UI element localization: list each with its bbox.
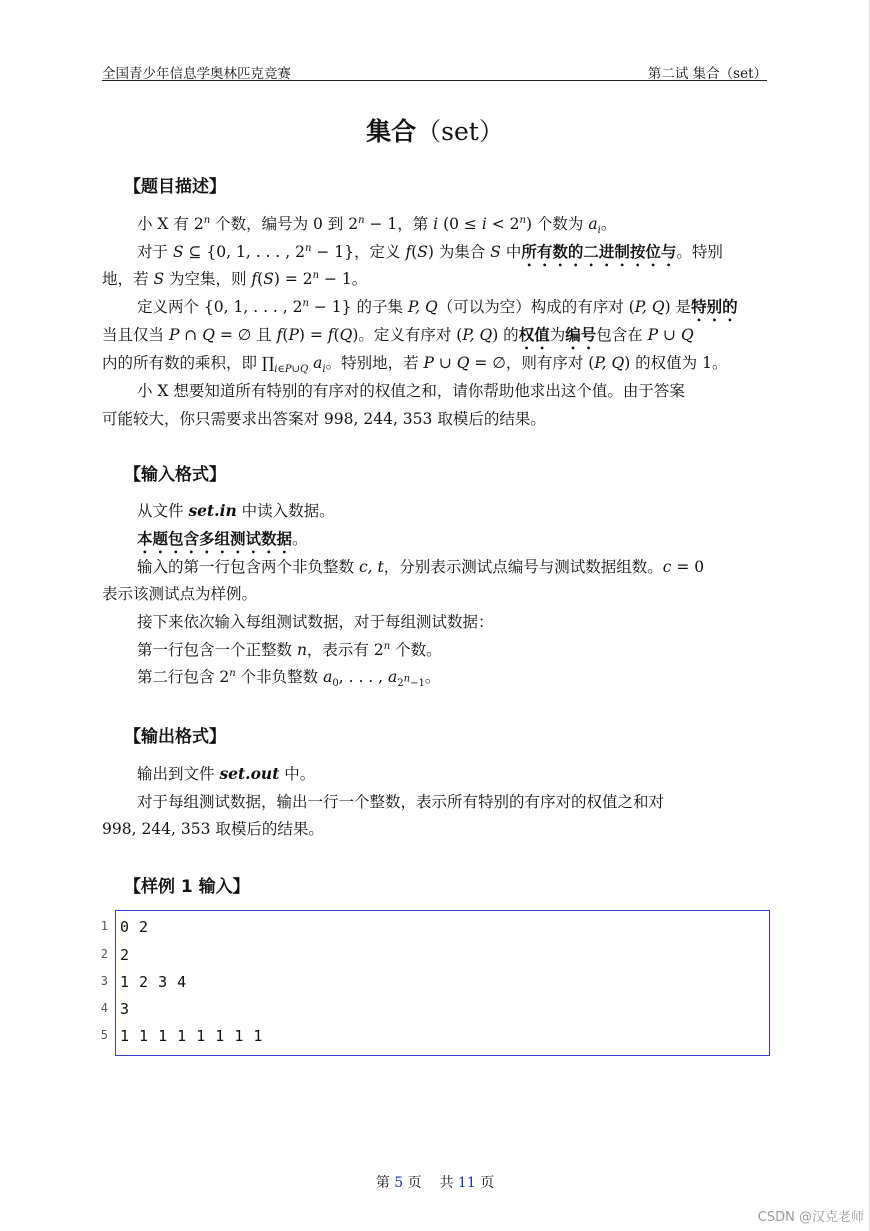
watermark: CSDN @汉克老师 [757,1210,864,1225]
header-contest-name: 全国青少年信息学奥林匹克竞赛 [102,66,291,82]
section-output-heading: 【输出格式】 [124,727,226,747]
description-paragraph: 定义两个 {0, 1, . . . , $2^n - 1$} 的子集 P, Q（可以为空）构成的有序对 (P, Q) 是特别的 [137,297,738,316]
description-paragraph: 小 X 有 2$^n$ 个数，编号为 0 到 $2^n - 1$，第 i $(0 \le i < 2^n)$ 个数为 $a_i$。 [137,214,617,237]
output-paragraph: 998, 244, 353 取模后的结果。 [102,820,324,838]
section-sample-heading: 【样例 1 输入】 [124,877,250,897]
header-problem-name: 第二试 集合（set） [647,66,767,82]
problem-title-paren: （set） [416,117,504,146]
input-paragraph: 本题包含多组测试数据。 [137,530,308,548]
line-number: 3 [100,974,108,988]
code-line [100,916,769,943]
code-text: 3 [120,1000,130,1018]
input-paragraph: 接下来依次输入每组测试数据，对于每组测试数据： [137,613,494,631]
problem-title [0,112,870,148]
description-paragraph: 小 X 想要知道所有特别的有序对的权值之和，请你帮助他求出这个值。由于答案 [137,382,685,400]
code-text: 1 1 1 1 1 1 1 1 [120,1027,263,1045]
page-footer [0,1172,870,1192]
description-paragraph: 当且仅当 P ∩ Q = ∅ 且 f(P) = f(Q)。定义有序对 (P, Q) 的权值为编号包含在 P ∪ Q [102,326,694,344]
input-paragraph: 从文件 set.in 中读入数据。 [137,501,335,520]
description-paragraph: 对于 S ⊆ {0, 1, . . . , $2^n - 1$}，定义 f(S) 为集合 S 中所有数的二进制按位与。特别 [137,242,723,261]
input-paragraph: 表示该测试点为样例。 [102,585,258,603]
footer-total-pages: 11 [457,1175,476,1191]
sample-input-box [100,910,770,1056]
code-text: 0 2 [120,918,149,936]
input-paragraph: 第一行包含一个正整数 n，表示有 2$^n$ 个数。 [137,640,442,659]
code-line [100,944,769,971]
description-paragraph: 可能较大，你只需要求出答案对 998, 244, 353 取模后的结果。 [102,410,546,428]
footer-post: 页 [480,1175,495,1191]
footer-pre: 第 [375,1175,390,1191]
section-description-heading: 【题目描述】 [124,177,226,197]
line-number: 1 [100,919,108,933]
line-number: 2 [100,947,108,961]
input-paragraph: 第二行包含 2$^n$ 个非负整数 $a_0$, . . . , $a_{2^n-1}$。 [137,667,441,690]
footer-page-number: 5 [394,1175,404,1191]
code-line [100,971,769,998]
problem-title-main: 集合 [366,117,417,146]
description-paragraph: 内的所有数的乘积，即 $\prod_{i\in P\cup Q}$ $a_i$。特别地，若 P ∪ Q = ∅，则有序对 (P, Q) 的权值为 1。 [102,354,728,376]
footer-mid: 页 共 [407,1175,454,1191]
output-paragraph: 对于每组测试数据，输出一行一个整数，表示所有特别的有序对的权值之和对 [137,793,665,811]
input-paragraph: 输入的第一行包含两个非负整数 c, t，分别表示测试点编号与测试数据组数。c = 0 [137,558,705,576]
description-paragraph: 地，若 S 为空集，则 $f(S) = 2^n - 1$。 [102,269,368,288]
code-text: 2 [120,946,130,964]
code-line [100,998,769,1025]
section-input-heading: 【输入格式】 [124,465,226,485]
line-number: 4 [100,1001,108,1015]
line-number: 5 [100,1028,108,1042]
code-line [100,1025,769,1052]
output-paragraph: 输出到文件 set.out 中。 [137,764,316,783]
code-text: 1 2 3 4 [120,973,187,991]
running-header [102,62,767,81]
